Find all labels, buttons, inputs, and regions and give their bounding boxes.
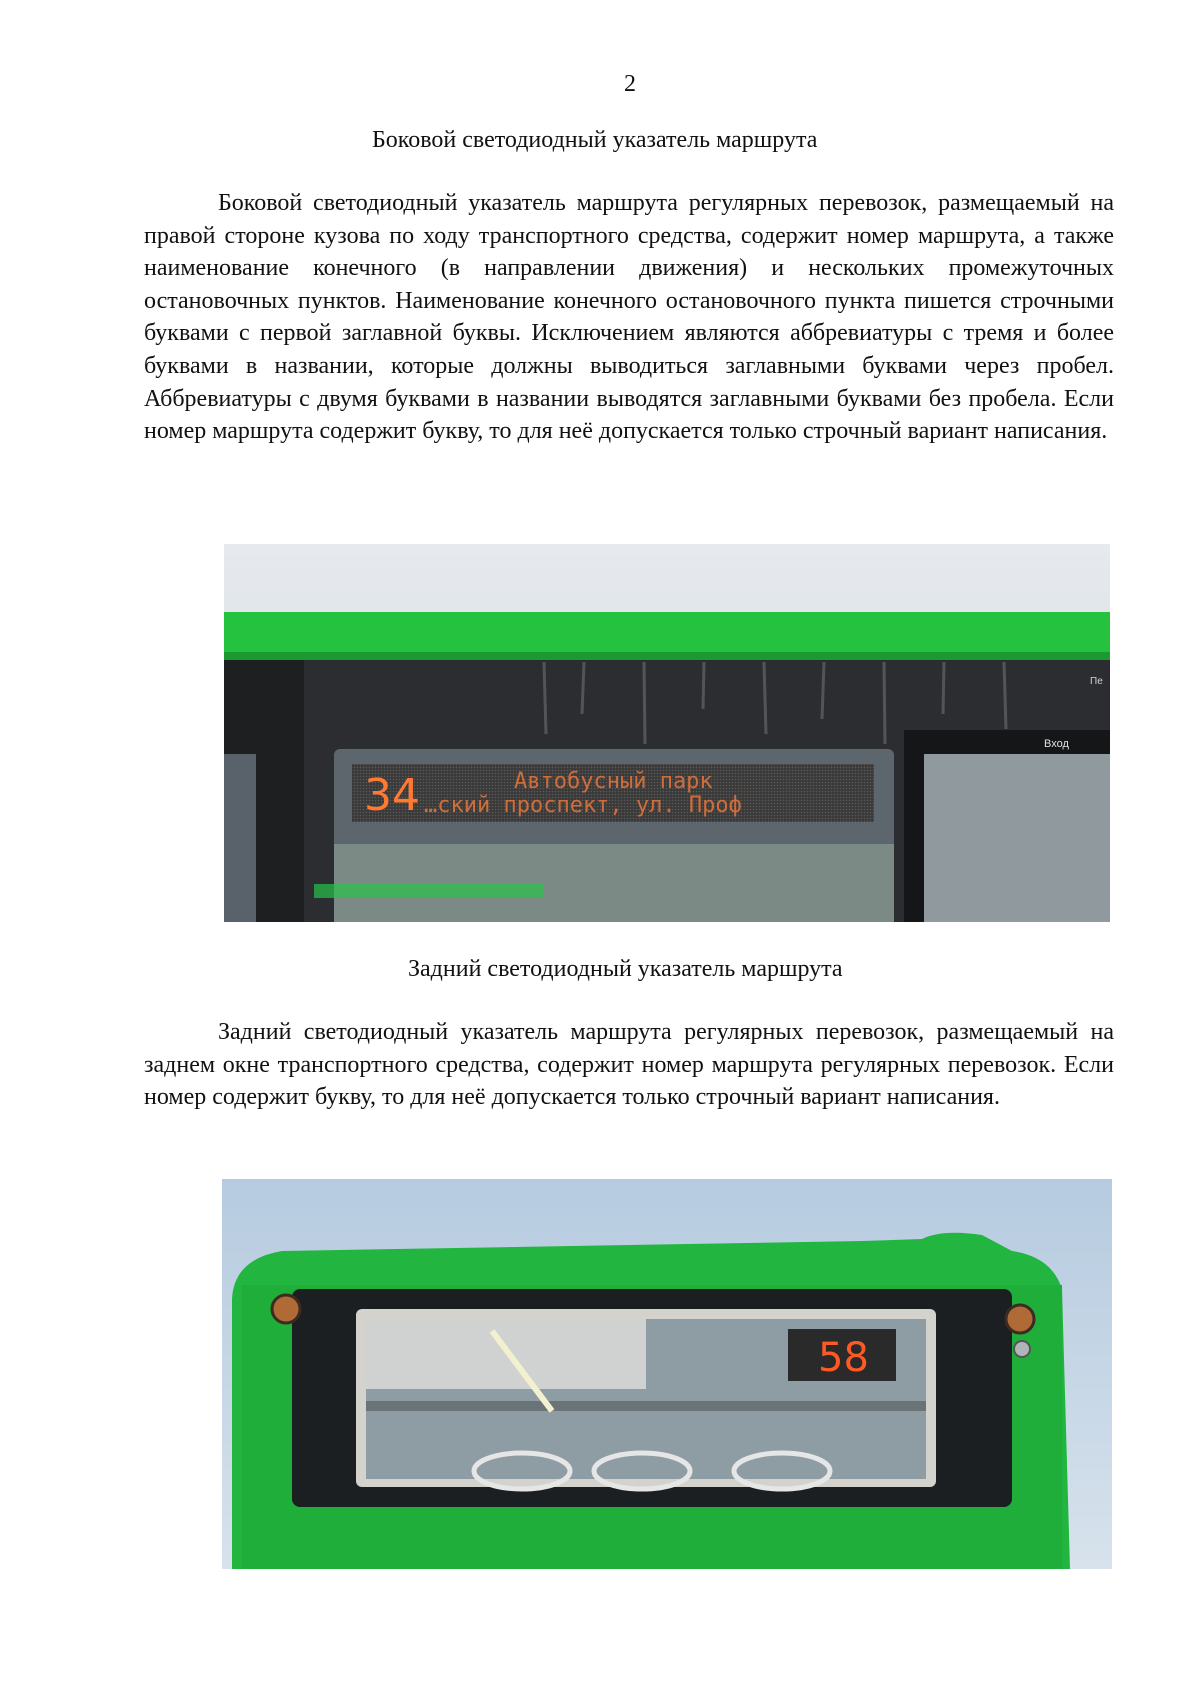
side-led-line1: Автобусный парк bbox=[514, 769, 713, 794]
section-heading-rear-indicator: Задний светодиодный указатель маршрута bbox=[408, 956, 843, 982]
page-number: 2 bbox=[624, 71, 636, 97]
photo-rear-led-indicator bbox=[222, 1179, 1112, 1569]
paragraph-side-indicator: Боковой светодиодный указатель маршрута регулярных перевозок, размещаемый на правой стороне кузова по ходу транспортного средства, содержит номер маршрута, а также наименование конечного (в направлении движения) и нескольких промежуточных остановочных пунктов. Наименование конечного остановочного пункта пишется строчными буквами с первой заглавной буквы. Исключением являются аббревиатуры с тремя и более буквами в названии, которые должны выводиться заглавными буквами через пробел. Аббревиатуры с двумя буквами в названии выводятся заглавными буквами без пробела. Если номер маршрута содержит букву, то для неё допускается только строчный вариант написания. bbox=[144, 190, 1114, 445]
left-lamp-icon bbox=[272, 1295, 300, 1323]
side-led-line2: …ский проспект, ул. Проф bbox=[424, 793, 742, 818]
camera-icon bbox=[1014, 1341, 1030, 1357]
side-led-route-number: 34 bbox=[364, 770, 420, 821]
rear-led-route-number: 58 bbox=[818, 1335, 869, 1381]
right-lamp-icon bbox=[1006, 1305, 1034, 1333]
photo-side-led-indicator bbox=[224, 544, 1110, 922]
section-heading-side-indicator: Боковой светодиодный указатель маршрута bbox=[372, 127, 818, 153]
door-label: Вход bbox=[1044, 738, 1069, 750]
paragraph-rear-indicator: Задний светодиодный указатель маршрута регулярных перевозок, размещаемый на заднем окне транспортного средства, содержит номер маршрута регулярных перевозок. Если номер содержит букву, то для неё допускается только строчный вариант написания. bbox=[144, 1019, 1114, 1111]
corner-label: Пе bbox=[1090, 676, 1103, 687]
